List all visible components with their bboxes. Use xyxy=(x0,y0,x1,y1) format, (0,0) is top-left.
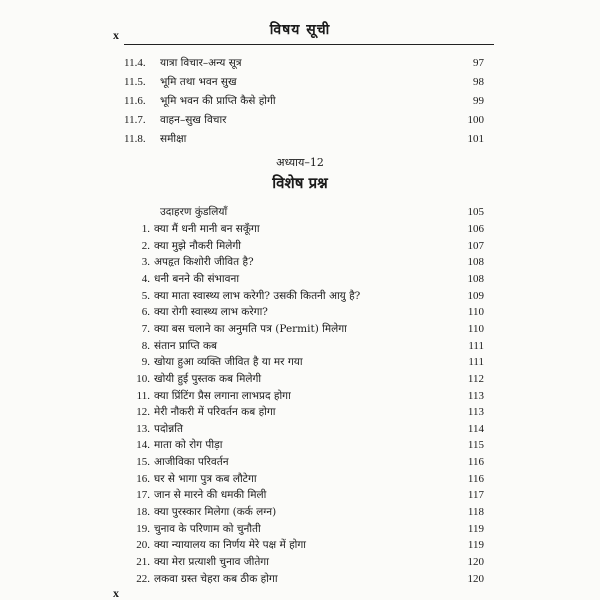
entry-page: 100 xyxy=(467,114,484,126)
entry-title: चुनाव के परिणाम को चुनौती xyxy=(154,522,261,535)
entry-page: 101 xyxy=(467,133,484,145)
entry-page: 118 xyxy=(467,506,484,519)
entry-number: 17. xyxy=(136,489,150,502)
entry-number: 2. xyxy=(141,239,150,252)
entry-page: 113 xyxy=(467,389,484,402)
chapter-title: विशेष प्रश्न xyxy=(272,174,328,192)
entry-page: 113 xyxy=(467,406,484,419)
page-number-bottom: x xyxy=(113,586,119,600)
entry-title: खोयी हुई पुस्तक कब मिलेगी xyxy=(154,372,262,385)
entry-number: 7. xyxy=(141,322,150,335)
entry-title: पदोन्नति xyxy=(154,422,183,435)
entry-title: अपहृत किशोरी जीवित है? xyxy=(154,256,254,269)
page-title: विषय सूची xyxy=(269,22,331,38)
entry-title: क्या बस चलाने का अनुमति पत्र (Permit) मिलेगा xyxy=(154,322,347,335)
entry-page: 107 xyxy=(467,239,484,252)
entry-page: 119 xyxy=(467,539,484,552)
entry-number: 11.5. xyxy=(124,76,146,88)
entry-page: 109 xyxy=(467,289,484,302)
entry-title: संतान प्राप्ति कब xyxy=(154,339,217,352)
entry-title: मेरी नौकरी में परिवर्तन कब होगा xyxy=(154,406,276,419)
entry-number: 20. xyxy=(136,539,150,552)
entry-title: माता को रोग पीड़ा xyxy=(154,439,223,452)
entry-title: भूमि भवन की प्राप्ति कैसे होगी xyxy=(160,95,276,107)
intro-page: 105 xyxy=(467,206,484,218)
entry-number: 18. xyxy=(136,506,150,519)
entry-number: 12. xyxy=(136,406,150,419)
entry-page: 119 xyxy=(467,522,484,535)
entry-page: 97 xyxy=(473,57,484,69)
entry-title: क्या रोगी स्वास्थ्य लाभ करेगा? xyxy=(154,306,268,319)
chapter-label: अध्याय–12 xyxy=(276,156,324,169)
entry-title: खोया हुआ व्यक्ति जीवित है या मर गया xyxy=(154,356,303,369)
entry-number: 6. xyxy=(141,306,150,319)
entry-number: 11.6. xyxy=(124,95,146,107)
entry-title: धनी बनने की संभावना xyxy=(154,272,240,285)
entry-page: 112 xyxy=(467,372,484,385)
entry-number: 19. xyxy=(136,522,150,535)
entry-number: 11.4. xyxy=(124,57,146,69)
entry-page: 108 xyxy=(467,256,484,269)
entry-number: 1. xyxy=(141,223,150,235)
entry-page: 120 xyxy=(467,572,484,585)
entry-number: 3. xyxy=(141,256,150,269)
entry-title: जान से मारने की धमकी मिली xyxy=(154,489,267,502)
entry-number: 8. xyxy=(141,339,150,352)
page-number-top: x xyxy=(113,28,119,42)
entry-page: 114 xyxy=(467,422,484,435)
entry-page: 99 xyxy=(473,95,484,107)
entry-title: क्या माता स्वास्थ्य लाभ करेगी? उसकी कितनी आयु है? xyxy=(154,289,361,302)
entry-title: समीक्षा xyxy=(160,133,187,145)
intro-title: उदाहरण कुंडलियाँ xyxy=(160,206,228,218)
entry-number: 4. xyxy=(141,272,150,285)
entry-title: क्या मैं धनी मानी बन सकूँगा xyxy=(154,223,260,235)
entry-page: 117 xyxy=(467,489,484,502)
entry-number: 21. xyxy=(136,556,150,568)
entry-number: 11. xyxy=(136,389,150,402)
entry-number: 5. xyxy=(141,289,150,302)
entry-title: क्या न्यायालय का निर्णय मेरे पक्ष में होगा xyxy=(154,539,306,552)
entry-page: 98 xyxy=(473,76,484,88)
entry-number: 10. xyxy=(136,372,150,385)
entry-page: 116 xyxy=(467,456,484,469)
entry-number: 22. xyxy=(136,572,150,585)
entry-number: 14. xyxy=(136,439,150,452)
entry-page: 111 xyxy=(468,356,484,369)
entry-number: 9. xyxy=(141,356,150,369)
entry-page: 106 xyxy=(467,223,484,235)
entry-page: 115 xyxy=(467,439,484,452)
entry-title: भूमि तथा भवन सुख xyxy=(160,76,237,88)
entry-page: 108 xyxy=(467,272,484,285)
entry-title: क्या मेरा प्रत्याशी चुनाव जीतेगा xyxy=(154,556,269,568)
entry-title: घर से भागा पुत्र कब लौटेगा xyxy=(154,472,257,485)
entry-number: 16. xyxy=(136,472,150,485)
entry-title: क्या प्रिंटिंग प्रैस लगाना लाभप्रद होगा xyxy=(154,389,291,402)
entry-title: यात्रा विचार–अन्य सूत्र xyxy=(160,57,242,69)
entry-title: आजीविका परिवर्तन xyxy=(154,456,229,469)
entry-number: 13. xyxy=(136,422,150,435)
entry-page: 120 xyxy=(467,556,484,568)
entry-page: 110 xyxy=(467,322,484,335)
entry-number: 11.7. xyxy=(124,114,146,126)
entry-page: 111 xyxy=(468,339,484,352)
entry-number: 11.8. xyxy=(124,133,146,145)
entry-title: क्या पुरस्कार मिलेगा (कर्क लग्न) xyxy=(154,506,277,519)
entry-page: 116 xyxy=(467,472,484,485)
header-rule xyxy=(124,44,494,45)
entry-title: लकवा ग्रस्त चेहरा कब ठीक होगा xyxy=(154,572,278,585)
entry-title: वाहन–सुख विचार xyxy=(160,114,227,126)
entry-title: क्या मुझे नौकरी मिलेगी xyxy=(154,239,242,252)
entry-page: 110 xyxy=(467,306,484,319)
entry-number: 15. xyxy=(136,456,150,469)
